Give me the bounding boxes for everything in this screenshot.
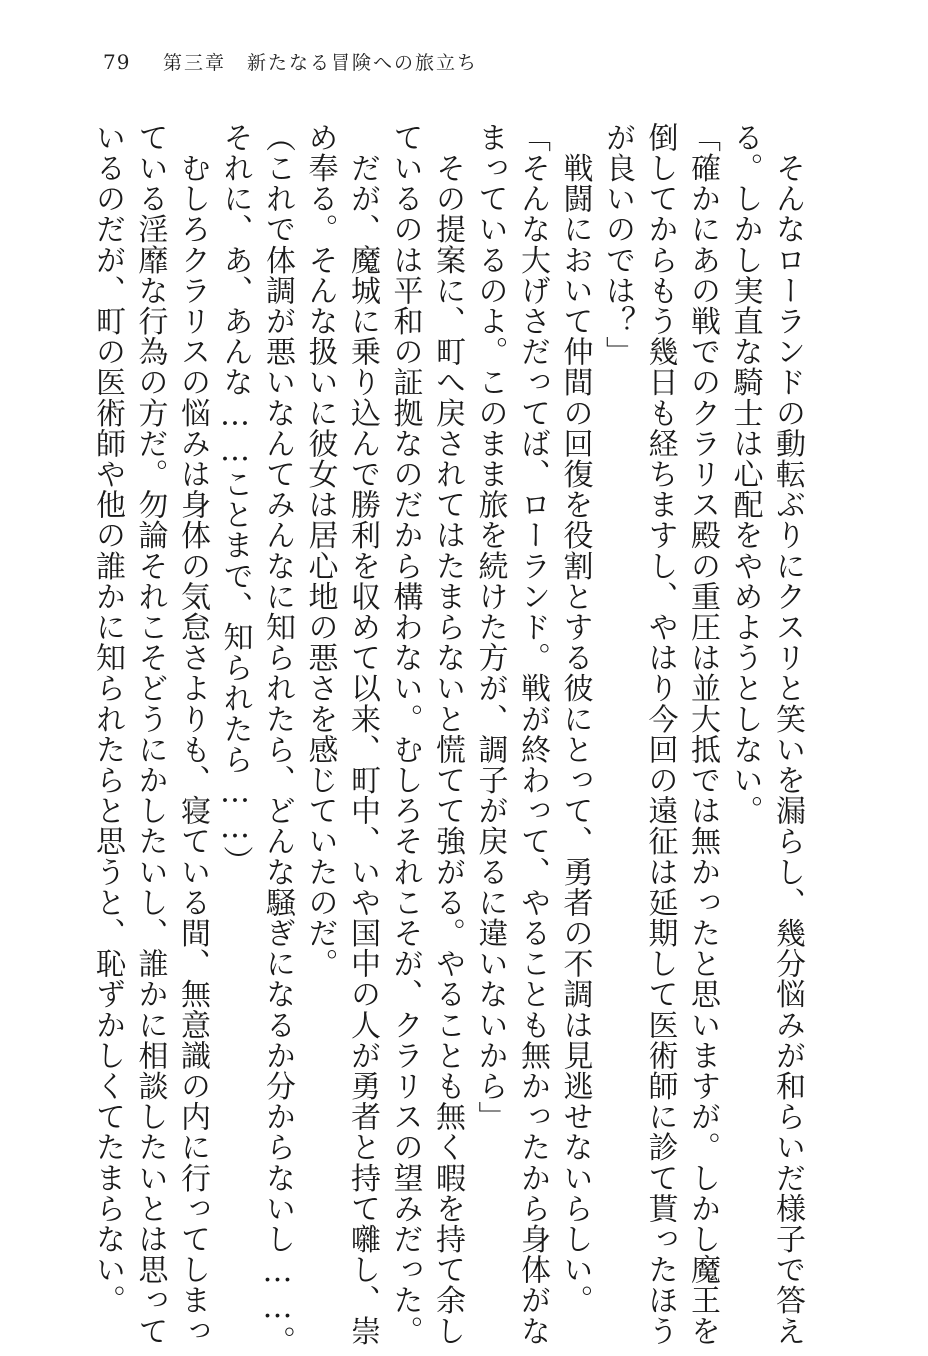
text-line-11: だが、魔城に乗り込んで勝利を収めて以来、町中、いや国中の人が勇者と持て囃し、崇 [345,122,380,1346]
text-line-8: まっているのよ。このまま旅を続けた方が、調子が戻るに違いないから」 [472,122,508,1132]
text-line-6: 戦闘において仲間の回復を役割とする彼にとって、勇者の不調は見逃せないらしい。 [557,122,593,1316]
text-line-14: それに、あ、あんな……ことまで、知られたら……） [217,122,253,877]
text-line-5: が良いのでは？」 [600,122,635,367]
text-line-13: （これで体調が悪いなんてみんなに知られたら、どんな騒ぎになるか分からないし……。 [260,122,295,1356]
text-line-1: そんなローランドの動転ぶりにクスリと笑いを漏らし、幾分悩みが和らいだ様子で答え [770,122,805,1346]
text-line-7: 「そんな大げさだってば、ローランド。戦が終わって、やることも無かったから身体がな [515,122,550,1346]
text-line-3: 「確かにあの戦でのクラリス殿の重圧は並大抵では無かったと思いますが。しかし魔王を [685,122,720,1346]
text-line-9: その提案に、町へ戻されてはたまらないと慌てて強がる。やることも無く暇を持て余し [430,122,465,1346]
text-line-15: むしろクラリスの悩みは身体の気怠さよりも、寝ている間、無意識の内に行ってしまっ [175,122,210,1346]
running-header [103,48,478,78]
text-line-12: め奉る。そんな扱いに彼女は居心地の悪さを感じていたのだ。 [302,122,338,979]
text-line-10: ているのは平和の証拠なのだから構わない。むしろそれこそが、クラリスの望みだった。 [387,122,423,1346]
text-line-16: ている淫靡な行為の方だ。勿論それこそどうにかしたいし、誰かに相談したいとは思って [132,122,168,1346]
chapter-title: 第三章 新たなる冒険への旅立ち [163,52,479,74]
text-line-4: 倒してからもう幾日も経ちますし、やはり今回の遠征は延期して医術師に診て貰ったほう [642,122,678,1346]
text-line-2: る。しかし実直な騎士は心配をやめようとしない。 [727,122,763,826]
text-line-17: いるのだが、町の医術師や他の誰かに知られたらと思うと、恥ずかしくてたまらない。 [90,122,125,1316]
page-number: 79 [103,50,131,74]
vertical-body-text [90,122,808,1356]
